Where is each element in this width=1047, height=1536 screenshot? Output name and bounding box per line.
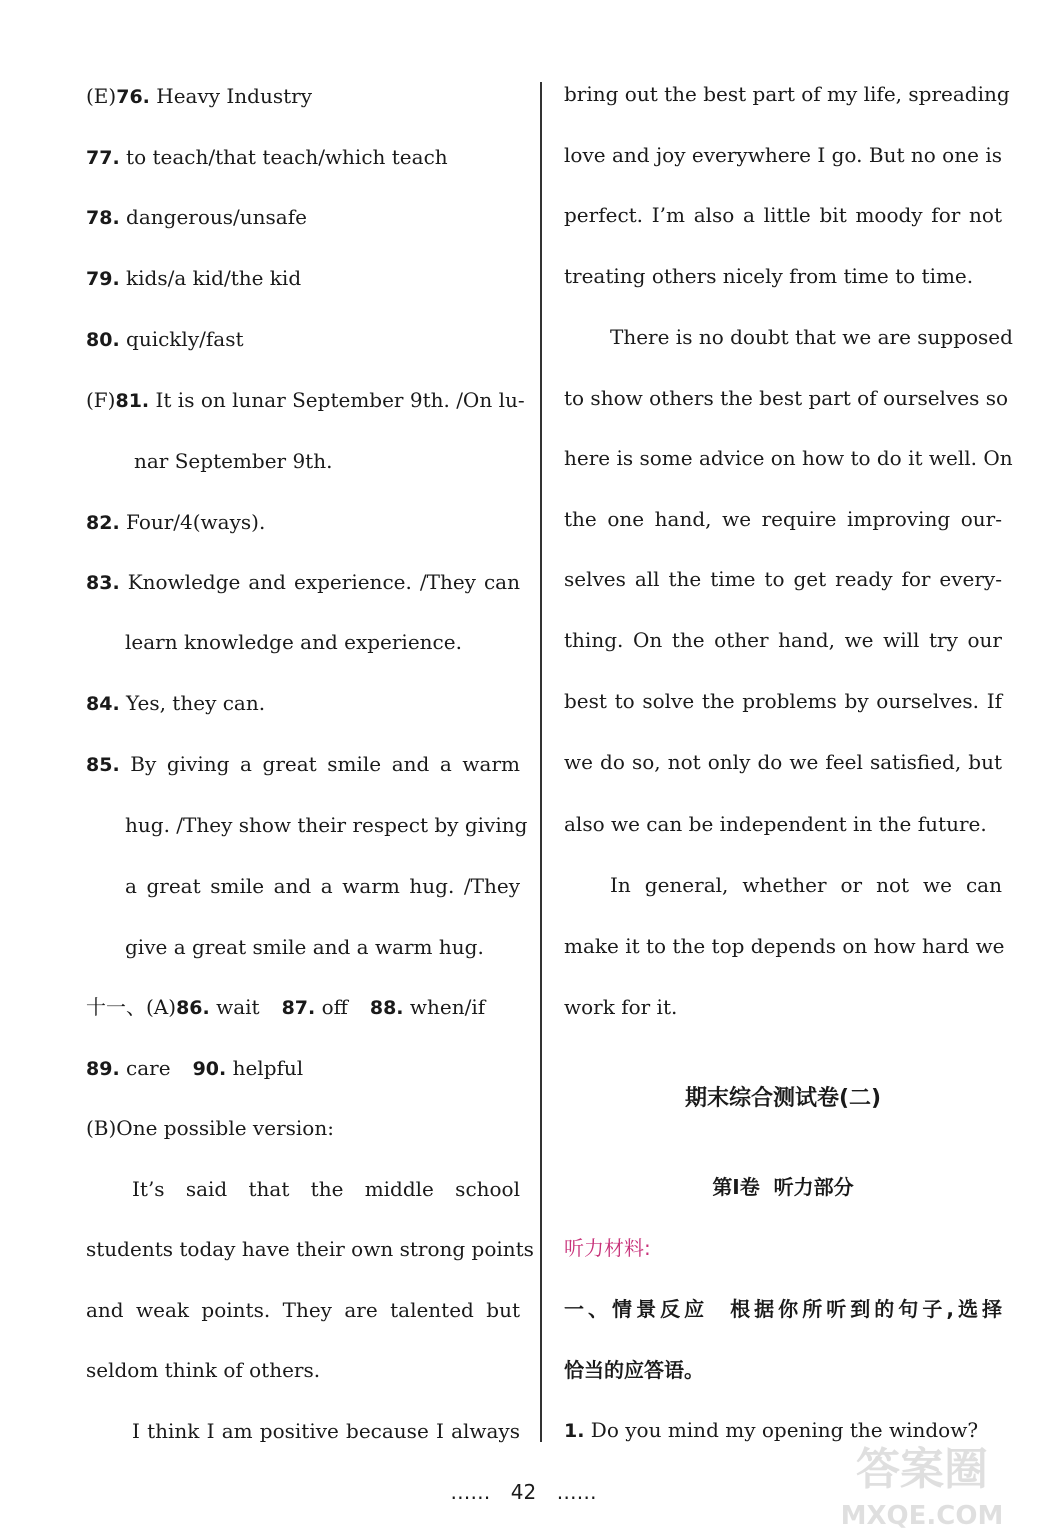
answer-line-77: 77. to teach/that teach/which teach xyxy=(86,145,448,169)
footer-dots-right: …… xyxy=(556,1480,597,1504)
essay-line: work for it. xyxy=(564,995,678,1019)
answer-line-85-cont2: a great smile and a warm hug. /They xyxy=(125,874,520,898)
watermark-url: MXQE.COM xyxy=(840,1501,1004,1531)
essay-line: thing. On the other hand, we will try our xyxy=(564,628,1002,652)
essay-line: also we can be independent in the future. xyxy=(564,812,987,836)
essay-line: There is no doubt that we are supposed xyxy=(610,325,1013,349)
answer-line-83: 83. Knowledge and experience. /They can xyxy=(86,570,520,594)
answer-line-78: 78. dangerous/unsafe xyxy=(86,205,307,229)
page-number: 42 xyxy=(510,1480,537,1504)
answer-line-81: (F)81. It is on lunar September 9th. /On lu- xyxy=(86,388,525,412)
column-divider xyxy=(540,82,542,1442)
answer-line-85-cont1: hug. /They show their respect by giving xyxy=(125,813,528,837)
essay-line: In general, whether or not we can xyxy=(610,873,1002,897)
essay-line: and weak points. They are talented but xyxy=(86,1298,520,1322)
essay-line: bring out the best part of my life, spreading xyxy=(564,82,1010,106)
watermark-text: 答案圈 xyxy=(856,1444,988,1495)
answer-line-89-90: 89. care 90. helpful xyxy=(86,1056,304,1080)
answer-line-85: 85. By giving a great smile and a warm xyxy=(86,752,520,776)
essay-label: (B)One possible version: xyxy=(86,1116,334,1140)
essay-line: here is some advice on how to do it well. On xyxy=(564,446,1013,470)
essay-line: It’s said that the middle school xyxy=(132,1177,520,1201)
exam-title: 期末综合测试卷(二) xyxy=(684,1086,882,1111)
answer-line-83-cont: learn knowledge and experience. xyxy=(125,630,462,654)
answer-line-80: 80. quickly/fast xyxy=(86,327,244,351)
footer-dots-left: …… xyxy=(450,1480,491,1504)
answer-line-81-cont: nar September 9th. xyxy=(134,449,333,473)
essay-line: perfect. I’m also a little bit moody for not xyxy=(564,203,1002,227)
answer-line-79: 79. kids/a kid/the kid xyxy=(86,266,302,290)
answer-line-86-88: 十一、(A)86. wait 87. off 88. when/if xyxy=(86,995,486,1019)
listening-material-label: 听力材料: xyxy=(564,1236,651,1260)
essay-line: love and joy everywhere I go. But no one is xyxy=(564,143,1002,167)
answer-line-84: 84. Yes, they can. xyxy=(86,691,266,715)
answer-line-82: 82. Four/4(ways). xyxy=(86,510,266,534)
question-1: 1. Do you mind my opening the window? xyxy=(564,1418,979,1442)
answer-line-76: (E)76. Heavy Industry xyxy=(86,84,313,108)
section1-instruction-cont: 恰当的应答语。 xyxy=(564,1358,704,1382)
essay-line: treating others nicely from time to time. xyxy=(564,264,974,288)
watermark-logo xyxy=(837,1432,1007,1532)
section-heading: 第Ⅰ卷 听力部分 xyxy=(712,1175,854,1199)
essay-line: I think I am positive because I always xyxy=(132,1419,520,1443)
essay-line: we do so, not only do we feel satisfied, but xyxy=(564,750,1002,774)
essay-line: students today have their own strong points xyxy=(86,1237,534,1261)
essay-line: to show others the best part of ourselves so xyxy=(564,386,1009,410)
essay-line: best to solve the problems by ourselves. If xyxy=(564,689,1002,713)
section1-instruction: 一、情景反应 根据你所听到的句子,选择 xyxy=(564,1297,1002,1321)
essay-line: make it to the top depends on how hard we xyxy=(564,934,1005,958)
essay-line: selves all the time to get ready for every- xyxy=(564,567,1002,591)
answer-line-85-cont3: give a great smile and a warm hug. xyxy=(125,935,484,959)
essay-line: seldom think of others. xyxy=(86,1358,321,1382)
essay-line: the one hand, we require improving our- xyxy=(564,507,1002,531)
